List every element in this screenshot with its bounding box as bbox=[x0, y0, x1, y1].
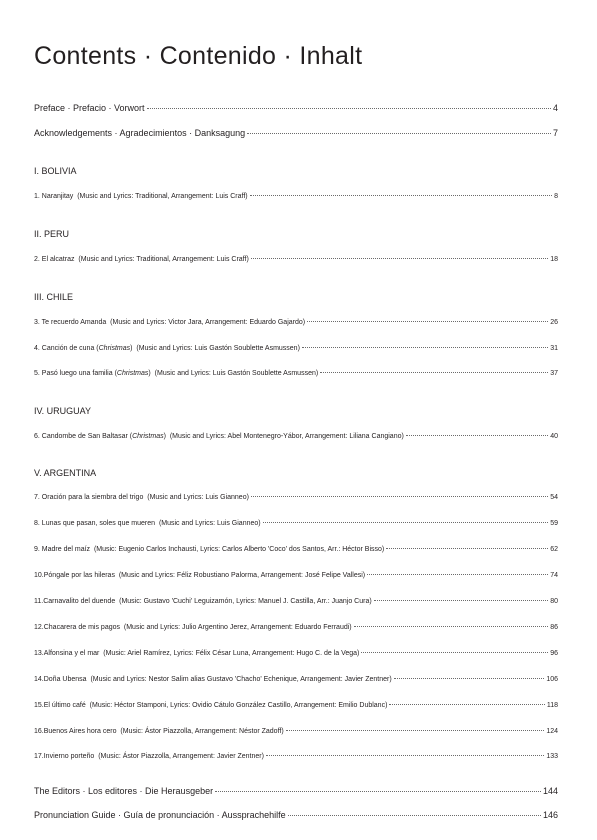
section-heading-chile: III. CHILE bbox=[34, 292, 74, 302]
entry-label: Acknowledgements · Agradecimientos · Danksagung bbox=[34, 128, 246, 138]
toc-song-entry[interactable] bbox=[34, 753, 558, 760]
page-number: 4 bbox=[552, 103, 558, 113]
toc-song-entry[interactable] bbox=[34, 520, 558, 527]
page-number: 144 bbox=[542, 786, 558, 796]
toc-song-entry[interactable] bbox=[34, 256, 558, 263]
toc-song-entry[interactable] bbox=[34, 676, 558, 683]
dot-leader bbox=[367, 574, 548, 575]
entry-label: Preface · Prefacio · Vorwort bbox=[34, 103, 145, 113]
toc-entry-editors[interactable] bbox=[34, 786, 558, 796]
dot-leader bbox=[215, 791, 541, 792]
page-number: 7 bbox=[552, 128, 558, 138]
dot-leader bbox=[320, 372, 548, 373]
entry-label: Pronunciation Guide · Guía de pronunciación · Aussprachehilfe bbox=[34, 810, 286, 820]
toc-entry-acknowledgements[interactable] bbox=[34, 128, 558, 138]
page-number: 106 bbox=[546, 676, 558, 683]
page-number: 96 bbox=[550, 650, 558, 657]
toc-song-entry[interactable] bbox=[34, 598, 558, 605]
dot-leader bbox=[307, 321, 548, 322]
page-number: 133 bbox=[546, 753, 558, 760]
dot-leader bbox=[266, 755, 544, 756]
section-heading-argentina: V. ARGENTINA bbox=[34, 468, 97, 478]
entry-label: 6. Candombe de San Baltasar (Christmas) (Music and Lyrics: Abel Montenegro-Yábor, Arrangement: Liliana Cangiano) bbox=[34, 433, 404, 440]
dot-leader bbox=[263, 522, 549, 523]
page-number: 54 bbox=[550, 494, 558, 501]
entry-label: 1. Naranjitay (Music and Lyrics: Traditional, Arrangement: Luis Craff) bbox=[34, 193, 248, 200]
section-heading-bolivia: I. BOLIVIA bbox=[34, 166, 77, 176]
page-title: Contents · Contenido · Inhalt bbox=[34, 42, 363, 70]
entry-label: 8. Lunas que pasan, soles que mueren (Music and Lyrics: Luis Gianneo) bbox=[34, 520, 261, 527]
dot-leader bbox=[286, 730, 545, 731]
toc-entry-pronunciation[interactable] bbox=[34, 810, 558, 820]
dot-leader bbox=[406, 435, 548, 436]
entry-label: 10.Póngale por las hileras (Music and Lyrics: Féliz Robustiano Palorma, Arrangement: José Felipe Vallesi) bbox=[34, 572, 366, 579]
dot-leader bbox=[251, 496, 548, 497]
toc-song-entry[interactable] bbox=[34, 624, 558, 631]
toc-song-entry[interactable] bbox=[34, 345, 558, 352]
dot-leader bbox=[374, 600, 549, 601]
page-number: 40 bbox=[550, 433, 558, 440]
dot-leader bbox=[147, 108, 551, 109]
page-number: 18 bbox=[550, 256, 558, 263]
section-heading-uruguay: IV. URUGUAY bbox=[34, 406, 92, 416]
entry-label: 12.Chacarera de mis pagos (Music and Lyrics: Julio Argentino Jerez, Arrangement: Eduardo Ferraudi) bbox=[34, 624, 352, 631]
toc-song-entry[interactable] bbox=[34, 319, 558, 326]
dot-leader bbox=[288, 815, 541, 816]
dot-leader bbox=[302, 347, 548, 348]
entry-label: 16.Buenos Aires hora cero (Music: Ástor Piazzolla, Arrangement: Néstor Zadoff) bbox=[34, 728, 284, 735]
page-number: 37 bbox=[550, 370, 558, 377]
entry-label: 2. El alcatraz (Music and Lyrics: Traditional, Arrangement: Luis Craff) bbox=[34, 256, 249, 263]
christmas-tag: Christmas bbox=[116, 370, 149, 377]
dot-leader bbox=[247, 133, 551, 134]
toc-song-entry[interactable] bbox=[34, 494, 558, 501]
dot-leader bbox=[389, 704, 544, 705]
dot-leader bbox=[394, 678, 545, 679]
page-number: 8 bbox=[554, 193, 558, 200]
entry-label: 3. Te recuerdo Amanda (Music and Lyrics: Victor Jara, Arrangement: Eduardo Gajardo) bbox=[34, 319, 306, 326]
page-number: 62 bbox=[550, 546, 558, 553]
entry-label: 17.Invierno porteño (Music: Ástor Piazzolla, Arrangement: Javier Zentner) bbox=[34, 753, 264, 760]
page-number: 118 bbox=[546, 702, 558, 709]
page-number: 124 bbox=[546, 728, 558, 735]
christmas-tag: Christmas bbox=[98, 345, 131, 352]
toc-song-entry[interactable] bbox=[34, 650, 558, 657]
section-heading-peru: II. PERU bbox=[34, 229, 70, 239]
dot-leader bbox=[251, 258, 548, 259]
entry-label: 11.Carnavalito del duende (Music: Gustavo 'Cuchi' Leguizamón, Lyrics: Manuel J. Castilla, Arr.: Juanjo Cura) bbox=[34, 598, 372, 605]
entry-label: 14.Doña Ubensa (Music and Lyrics: Nestor Salim alias Gustavo 'Chacho' Echenique, Arrangement: Javier Zentner) bbox=[34, 676, 392, 683]
page-number: 80 bbox=[550, 598, 558, 605]
christmas-tag: Christmas bbox=[132, 433, 164, 440]
page-number: 31 bbox=[550, 345, 558, 352]
toc-song-entry[interactable] bbox=[34, 572, 558, 579]
toc-song-entry[interactable] bbox=[34, 370, 558, 377]
page-number: 26 bbox=[550, 319, 558, 326]
entry-label: 15.El último café (Music: Héctor Stamponi, Lyrics: Ovidio Cátulo González Castillo, Arrangement: Emilio Dublanc) bbox=[34, 702, 388, 709]
page-number: 86 bbox=[550, 624, 558, 631]
toc-song-entry[interactable] bbox=[34, 728, 558, 735]
toc-entry-preface[interactable] bbox=[34, 103, 558, 113]
toc-song-entry[interactable] bbox=[34, 546, 558, 553]
dot-leader bbox=[386, 548, 548, 549]
dot-leader bbox=[361, 652, 548, 653]
toc-song-entry[interactable] bbox=[34, 193, 558, 200]
dot-leader bbox=[354, 626, 549, 627]
dot-leader bbox=[250, 195, 552, 196]
page-number: 59 bbox=[550, 520, 558, 527]
entry-label: The Editors · Los editores · Die Herausgeber bbox=[34, 786, 214, 796]
page-number: 146 bbox=[542, 810, 558, 820]
page-number: 74 bbox=[550, 572, 558, 579]
entry-label: 13.Alfonsina y el mar (Music: Ariel Ramírez, Lyrics: Félix César Luna, Arrangement: Hugo C. de la Vega) bbox=[34, 650, 360, 657]
toc-song-entry[interactable] bbox=[34, 433, 558, 440]
entry-label: 7. Oración para la siembra del trigo (Music and Lyrics: Luis Gianneo) bbox=[34, 494, 249, 501]
entry-label: 4. Canción de cuna (Christmas) (Music and Lyrics: Luis Gastón Soublette Asmussen) bbox=[34, 345, 300, 352]
entry-label: 9. Madre del maíz (Music: Eugenio Carlos Inchausti, Lyrics: Carlos Alberto 'Coco' dos Santos, Arr.: Héctor Bisso) bbox=[34, 546, 385, 553]
toc-song-entry[interactable] bbox=[34, 702, 558, 709]
entry-label: 5. Pasó luego una familia (Christmas) (Music and Lyrics: Luis Gastón Soublette Asmussen) bbox=[34, 370, 319, 377]
